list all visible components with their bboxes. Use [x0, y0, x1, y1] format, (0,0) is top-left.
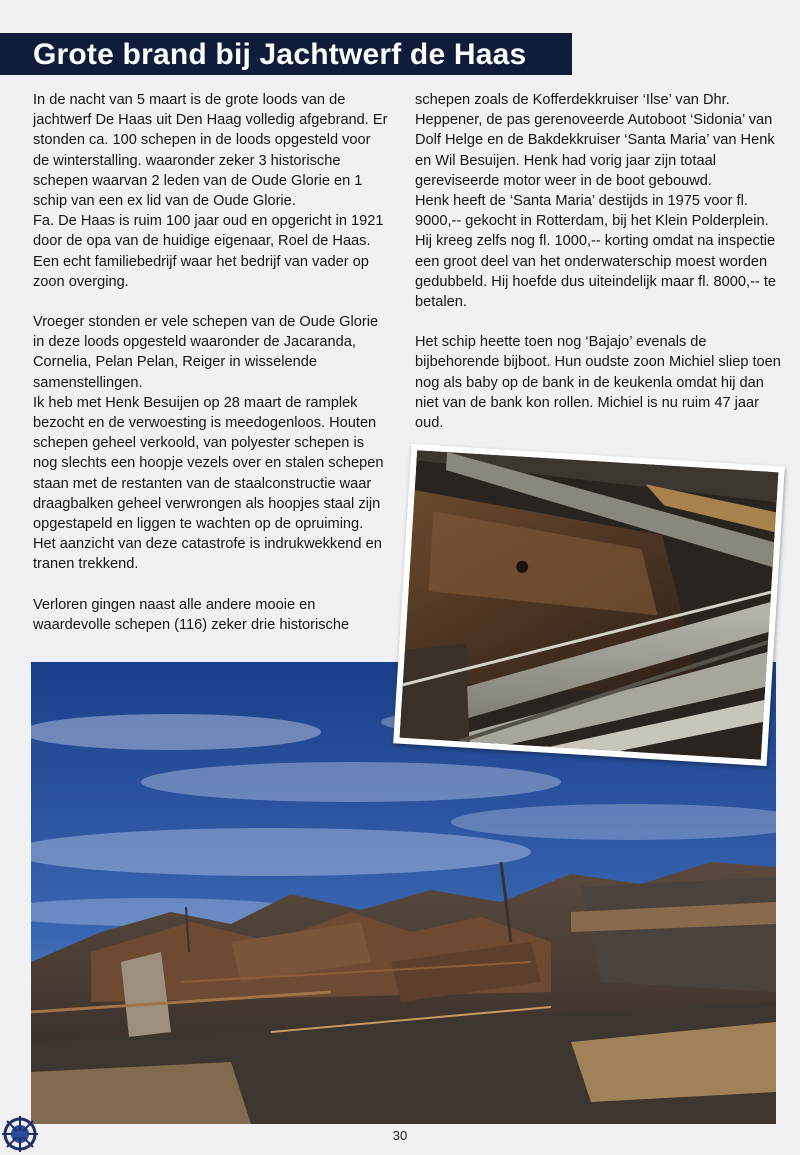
bleed-heading [740, 2, 745, 17]
ship-wheel-icon [0, 1112, 44, 1152]
title-bar [0, 33, 572, 75]
paragraph: Vroeger stonden er vele schepen van de Oude Glorie in deze loods opgesteld waaronder de Jacaranda, Cornelia, Pelan Pelan, Reiger in wisselende samenstellingen. [33, 314, 379, 391]
article-right-column [415, 90, 785, 433]
paragraph: Ik heb met Henk Besuijen op 28 maart de ramplek bezocht en de verwoesting is meedogenloos. Houten schepen geheel verkoold, van polyester schepen is nog slechts een hoopje vezels over en stalen schepen staan met de restanten van de staalconstructie waar draagbalken geheel verwrongen als hoopjes staal zijn opgestapeld en liggen te wachten op de opruiming. Het aanzicht van deze catastrofe is indrukwekkend en tranen trekkend. [33, 394, 384, 573]
paragraph: Henk heeft de ‘Santa Maria’ destijds in 1975 voor fl. 9000,-- gekocht in Rotterdam, bij het Klein Polderplein. Hij kreeg zelfs nog fl. 1000,-- korting omdat na inspectie een groot deel van het onderwaterschip moest worden gedubbeld. Hij hoefde dus uiteindelijk maar fl. 8000,-- te betalen. [415, 193, 777, 311]
article-left-column [33, 90, 388, 635]
paragraph: schepen zoals de Kofferdekkruiser ‘Ilse’ van Dhr. Heppener, de pas gerenoveerde Autoboot ‘Sidonia’ van Dolf Helge en de Bakdekkruiser ‘Santa Maria’ van Henk en Wil Besuijen. Henk had vorig jaar zijn totaal gereviseerde motor weer in de boot gebouwd. [415, 92, 775, 189]
bleed-heading-2 [780, 606, 784, 621]
burnt-ship-photo [393, 444, 785, 766]
paragraph: Het schip heette toen nog ‘Bajajo’ evenals de bijbehorende bijboot. Hun oudste zoon Michiel sliep toen nog als baby op de bank in de keukenla omdat hij dan niet van de bank kon rollen. Michiel is nu ruim 47 jaar oud. [415, 334, 781, 432]
paragraph: In de nacht van 5 maart is de grote loods van de jachtwerf De Haas uit Den Haag volledig afgebrand. Er stonden ca. 100 schepen in de loods opgesteld voor de winterstalling. waaronder zeker 3 historische schepen waarvan 2 leden van de Oude Glorie en 1 schip van een ex lid van de Oude Glorie. [33, 92, 388, 210]
paragraph: Fa. De Haas is ruim 100 jaar oud en opgericht in 1921 door de opa van de huidige eigenaar, Roel de Haas. Een echt familiebedrijf waar het bedrijf van vader op zoon overging. [33, 213, 384, 290]
page-title: Grote brand bij Jachtwerf de Haas [33, 38, 527, 71]
paragraph: Verloren gingen naast alle andere mooie en waardevolle schepen (116) zeker drie historische [33, 596, 350, 633]
burnt-ship-image [400, 450, 779, 760]
page-number: 30 [392, 1128, 408, 1143]
club-logo [0, 1112, 44, 1152]
